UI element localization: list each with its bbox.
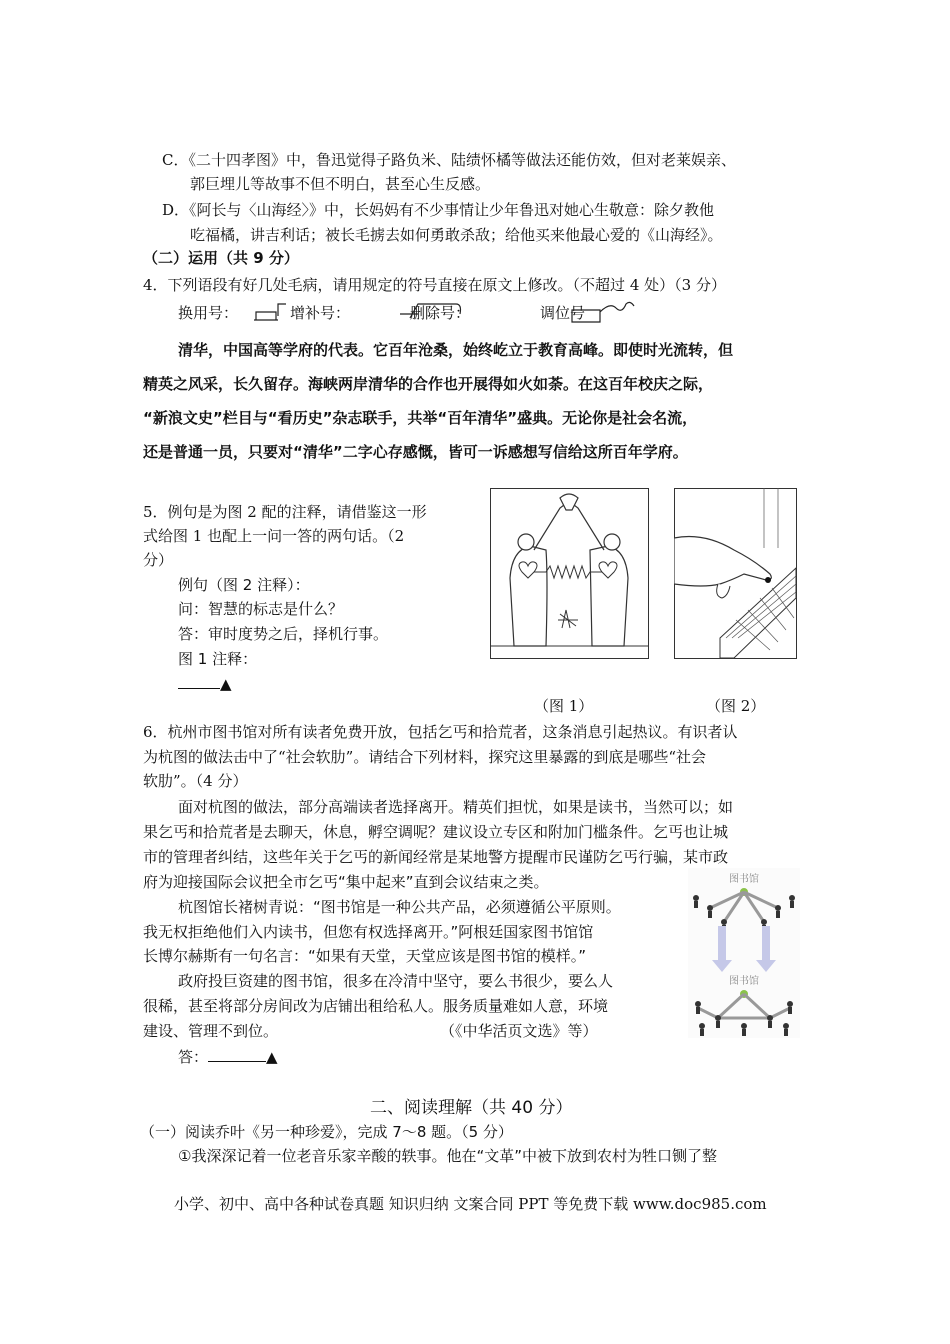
- part2-subheading: （一）阅读乔叶《另一种珍爱》，完成 7～8 题。（5 分）: [140, 1123, 513, 1141]
- part2-paragraph1: ①我深深记着一位老音乐家辛酸的轶事。他在“文革”中被下放到农村为牲口铡了整: [178, 1147, 717, 1165]
- q4-paragraph-line3: “新浪文史”栏目与“看历史”杂志联手，共举“百年清华”盛典。无论你是社会名流，: [143, 409, 698, 427]
- figure-1-image: [490, 488, 650, 660]
- q6-material3-line3: 建设、管理不到位。: [143, 1022, 279, 1040]
- q6-material2-line2: 我无权拒绝他们入内读书，但您有权选择离开。”阿根廷国家图书馆馆: [143, 923, 594, 941]
- figure-2-image: [674, 488, 798, 660]
- option-c-line2: 郭巨埋儿等故事不但不明白，甚至心生反感。: [190, 175, 491, 193]
- q6-source: （《中华活页文选》等）: [440, 1022, 598, 1040]
- diagram-label-bottom: 图书馆: [729, 976, 759, 987]
- symbol-add-label: 增补号：: [290, 304, 351, 322]
- q6-answer-line: [178, 1047, 278, 1067]
- q6-material2-line3: 长博尔赫斯有一句名言：“如果有天堂，天堂应该是图书馆的模样。”: [143, 947, 587, 965]
- q5-answer-line: [178, 674, 232, 694]
- q6-material3-line1: 政府投巨资建的图书馆，很多在冷清中坚守，要么书很少，要么人: [178, 972, 614, 990]
- q5-answer: 答：审时度势之后，择机行事。: [178, 625, 389, 643]
- proofreading-symbols-icon: [250, 300, 700, 328]
- answer-marker-icon: ▲: [220, 675, 232, 693]
- library-diagram: [688, 868, 800, 1038]
- q5-fig1-label: 图 1 注释：: [178, 650, 258, 668]
- q4-paragraph-line2: 精英之风采，长久留存。海峡两岸清华的合作也开展得如火如荼。在这百年校庆之际，: [143, 375, 714, 393]
- q6-stem-line3: 软肋”。（4 分）: [143, 772, 248, 790]
- page-footer: 小学、初中、高中各种试卷真题 知识归纳 文案合同 PPT 等免费下载 www.doc985.com: [174, 1195, 767, 1213]
- q5-stem-line1: 5．例句是为图 2 配的注释，请借鉴这一形: [143, 503, 427, 521]
- q4-paragraph-line1: 清华，中国高等学府的代表。它百年沧桑，始终屹立于教育高峰。即使时光流转，但: [178, 341, 734, 359]
- symbol-swap-label: 换用号：: [178, 304, 239, 322]
- q6-material1-line2: 果乞丐和拾荒者是去聊天，休息，孵空调呢？建议设立专区和附加门槛条件。乞丐也让城: [143, 823, 729, 841]
- q4-stem: 4．下列语段有好几处毛病，请用规定的符号直接在原文上修改。（不超过 4 处）（3 分）: [143, 276, 726, 294]
- diagram-label-top: 图书馆: [729, 874, 759, 885]
- q5-stem-line2: 式给图 1 也配上一问一答的两句话。（2: [143, 527, 405, 545]
- q6-stem-line2: 为杭图的做法击中了“社会软肋”。请结合下列材料，探究这里暴露的到底是哪些“社会: [143, 748, 707, 766]
- q4-paragraph-line4: 还是普通一员，只要对“清华”二字心存感慨，皆可一诉感想写信给这所百年学府。: [143, 443, 688, 461]
- q5-example-label: 例句（图 2 注释）：: [178, 576, 310, 594]
- q5-question: 问：智慧的标志是什么？: [178, 600, 344, 618]
- q6-material1-line3: 市的管理者纠结，这些年关于乞丐的新闻经常是某地警方提醒市民谨防乞丐行骗，某市政: [143, 848, 729, 866]
- q6-stem-line1: 6．杭州市图书馆对所有读者免费开放，包括乞丐和拾荒者，这条消息引起热议。有识者认: [143, 723, 738, 741]
- q6-material2-line1: 杭图馆长褚树青说：“图书馆是一种公共产品，必须遵循公平原则。: [178, 898, 621, 916]
- part2-heading: 二、阅读理解（共 40 分）: [370, 1098, 573, 1118]
- q6-material1-line4: 府为迎接国际会议把全市乞丐“集中起来”直到会议结束之类。: [143, 873, 549, 891]
- q6-material1-line1: 面对杭图的做法，部分高端读者选择离开。精英们担忧，如果是读书，当然可以；如: [178, 798, 734, 816]
- option-d-line2: 吃福橘，讲吉利话；被长毛掳去如何勇敢杀敌；给他买来他最心爱的《山海经》。: [190, 226, 723, 244]
- section-heading: （二）运用（共 9 分）: [143, 249, 299, 267]
- symbol-delete-label: 删除号：: [410, 304, 471, 322]
- symbol-move-label: 调位号: [540, 304, 586, 322]
- option-c-line1: C．《二十四孝图》中，鲁迅觉得子路负米、陆绩怀橘等做法还能仿效，但对老莱娱亲、: [162, 151, 736, 169]
- q6-material3-line2: 很稀，甚至将部分房间改为店铺出租给私人。服务质量难如人意，环境: [143, 997, 609, 1015]
- q6-answer-label: 答：: [178, 1048, 209, 1066]
- option-d-line1: D．《阿长与〈山海经〉》中，长妈妈有不少事情让少年鲁迅对她心生敬意：除夕教他: [162, 201, 715, 219]
- figure-2-caption: （图 2）: [706, 697, 766, 715]
- q5-stem-line3: 分）: [143, 551, 174, 569]
- answer-marker-icon: ▲: [266, 1048, 278, 1066]
- figure-1-caption: （图 1）: [534, 697, 594, 715]
